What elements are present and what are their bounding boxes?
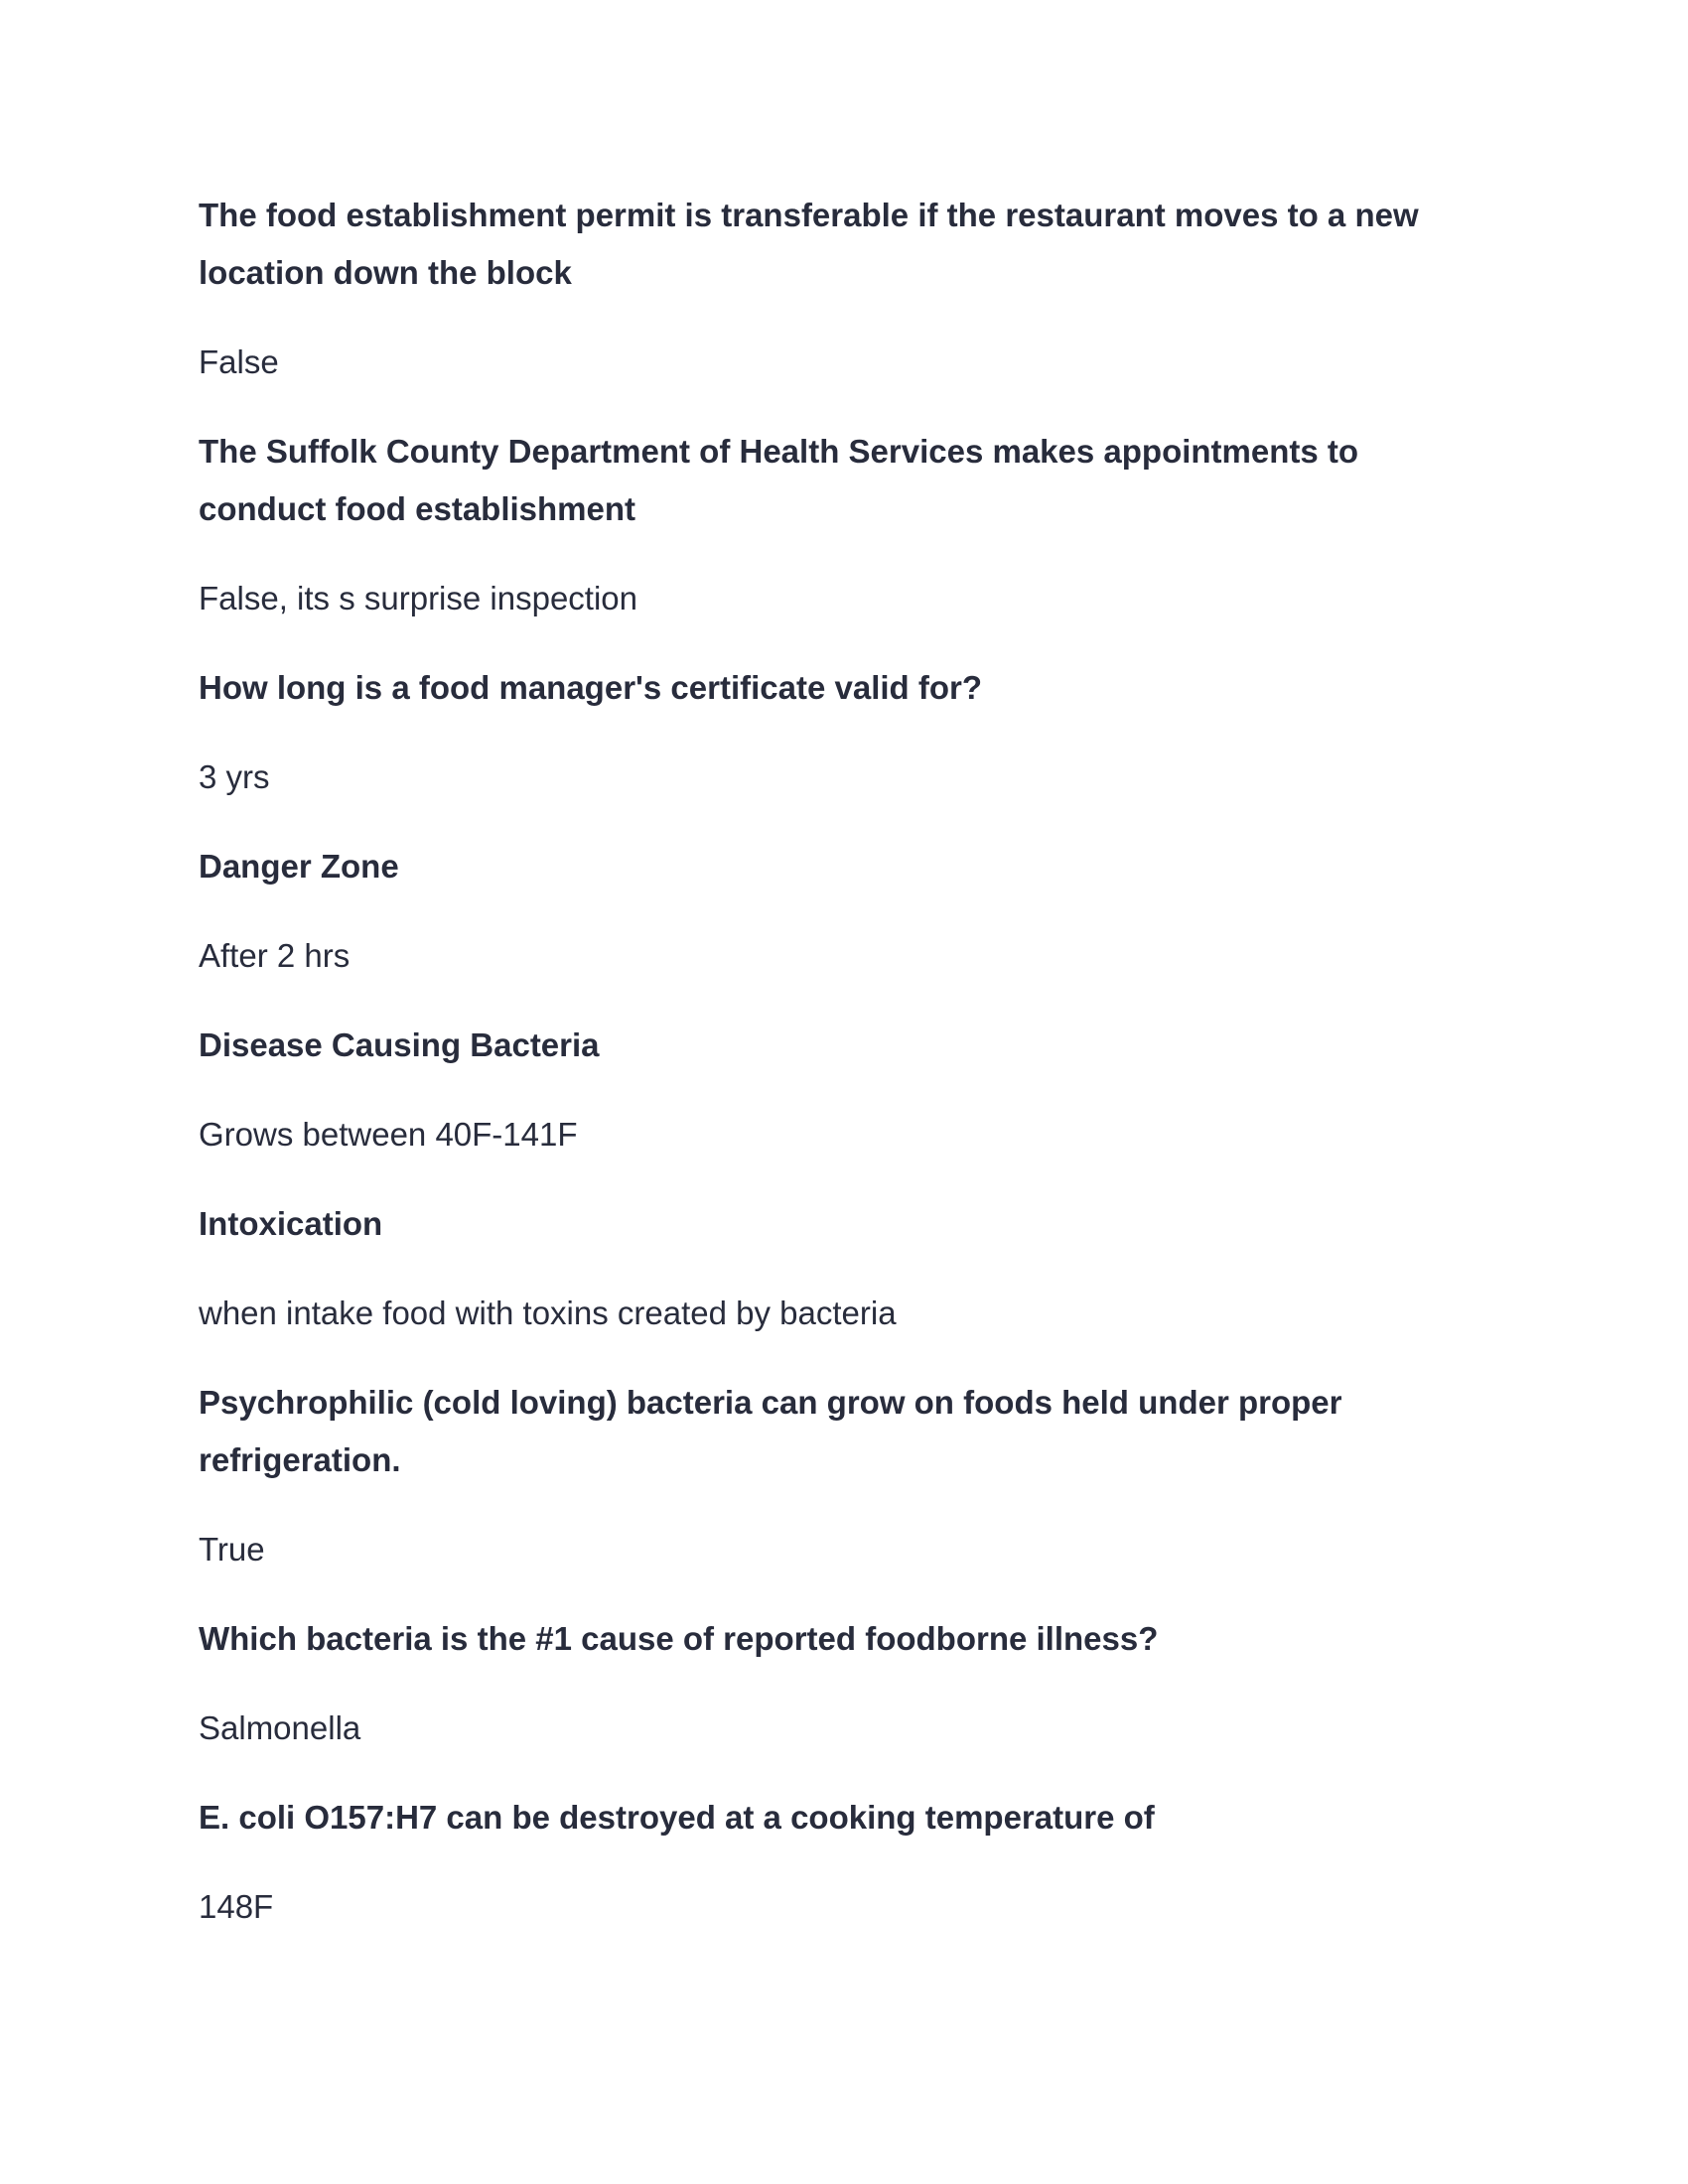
qa-item: [199, 1195, 1489, 1342]
qa-item: [199, 659, 1489, 806]
question-text: The Suffolk County Department of Health Services makes appointments to conduct food establishment: [199, 433, 1359, 527]
qa-item: [199, 1017, 1489, 1163]
question-text: Psychrophilic (cold loving) bacteria can grow on foods held under proper refrigeration.: [199, 1384, 1342, 1478]
question-text: How long is a food manager's certificate valid for?: [199, 669, 983, 706]
answer-text: 148F: [199, 1888, 274, 1925]
question-text: The food establishment permit is transferable if the restaurant moves to a new location down the block: [199, 197, 1419, 291]
answer-text: After 2 hrs: [199, 937, 351, 974]
question-text: Intoxication: [199, 1205, 383, 1242]
qa-item: [199, 187, 1489, 391]
answer-text: False: [199, 343, 279, 380]
answer-text: Grows between 40F-141F: [199, 1116, 578, 1153]
answer-text: 3 yrs: [199, 758, 270, 795]
qa-item: [199, 423, 1489, 627]
question-text: Which bacteria is the #1 cause of reported foodborne illness?: [199, 1620, 1159, 1657]
qa-item: [199, 1374, 1489, 1578]
question-text: Danger Zone: [199, 848, 399, 885]
qa-item: [199, 1610, 1489, 1757]
question-text: Disease Causing Bacteria: [199, 1026, 600, 1063]
qa-item: [199, 1789, 1489, 1936]
answer-text: when intake food with toxins created by bacteria: [199, 1295, 897, 1331]
answer-text: False, its s surprise inspection: [199, 580, 638, 616]
question-text: E. coli O157:H7 can be destroyed at a cooking temperature of: [199, 1799, 1155, 1836]
document-page: [199, 187, 1489, 1968]
answer-text: Salmonella: [199, 1709, 361, 1746]
qa-item: [199, 838, 1489, 985]
answer-text: True: [199, 1531, 265, 1568]
